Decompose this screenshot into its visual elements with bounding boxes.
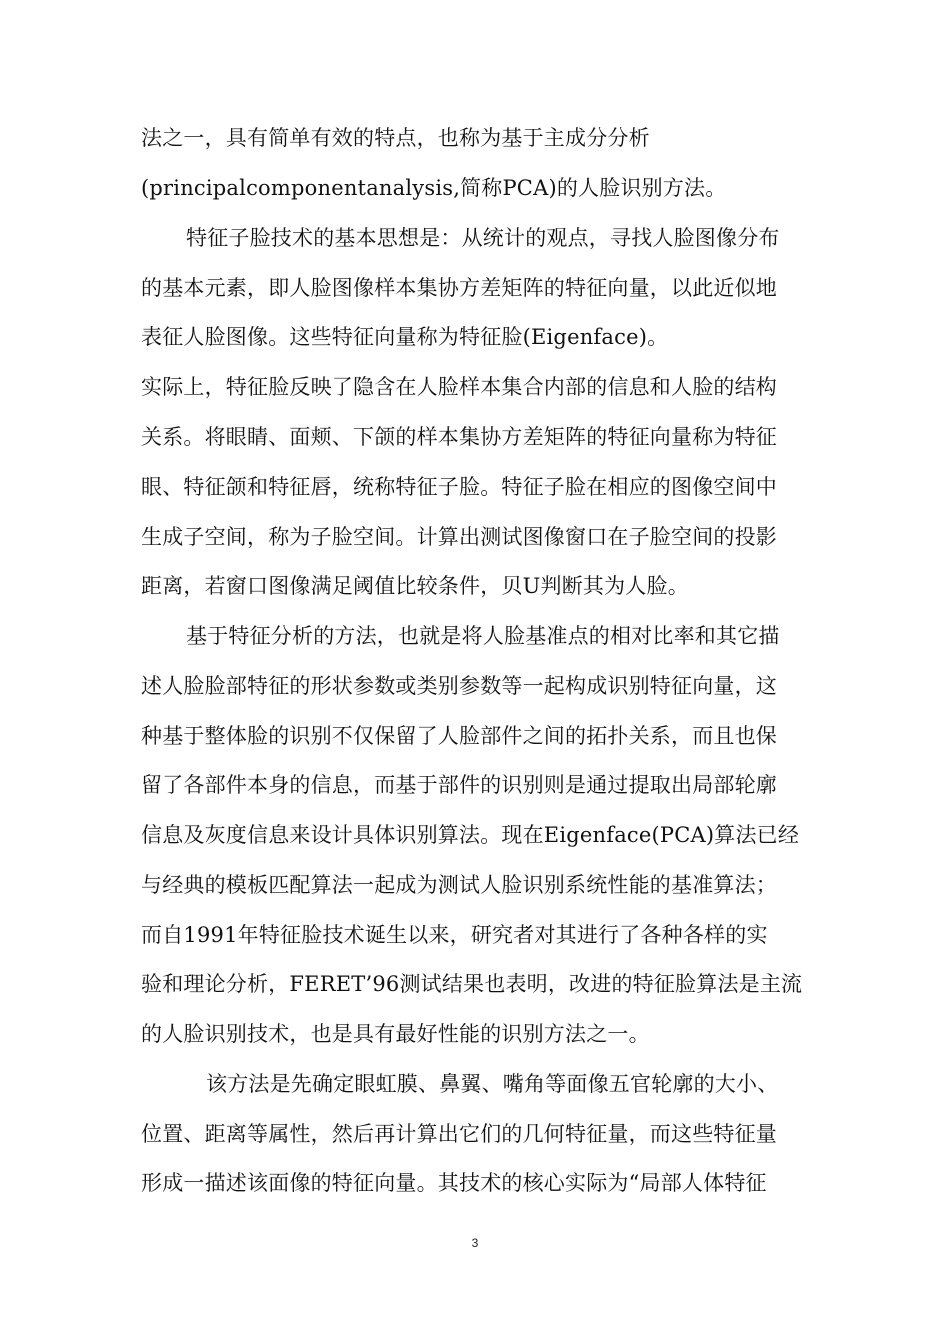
page-number: 3 [471, 1236, 479, 1250]
paragraph-first-line: 该方法是先确定眼虹膜、鼻翼、嘴角等面像五官轮廓的大小、 [206, 1072, 779, 1096]
text-line: 距离，若窗口图像满足阈值比较条件，贝U判断其为人脸。 [141, 574, 689, 598]
text-line: 与经典的模板匹配算法一起成为测试人脸识别系统性能的基准算法； [141, 873, 777, 897]
paragraph-first-line: 基于特征分析的方法，也就是将人脸基准点的相对比率和其它描 [186, 624, 780, 648]
text-line: 种基于整体脸的识别不仅保留了人脸部件之间的拓扑关系，而且也保 [141, 724, 777, 748]
text-line: 而自1991年特征脸技术诞生以来，研究者对其进行了各种各样的实 [141, 923, 768, 947]
text-line: 的人脸识别技术，也是具有最好性能的识别方法之一。 [141, 1022, 650, 1046]
paragraph-first-line: 特征子脸技术的基本思想是：从统计的观点，寻找人脸图像分布 [186, 226, 780, 250]
text-line: 验和理论分析，FERET’96测试结果也表明，改进的特征脸算法是主流 [141, 972, 803, 996]
text-line: 信息及灰度信息来设计具体识别算法。现在Eigenface(PCA)算法已经 [141, 823, 800, 847]
text-line: 法之一，具有简单有效的特点，也称为基于主成分分析 [141, 126, 650, 150]
text-line: (principalcomponentanalysis,简称PCA)的人脸识别方法。 [141, 176, 727, 200]
text-line: 述人脸脸部特征的形状参数或类别参数等一起构成识别特征向量，这 [141, 674, 777, 698]
text-line: 位置、距离等属性，然后再计算出它们的几何特征量，而这些特征量 [141, 1122, 777, 1146]
text-line: 实际上，特征脸反映了隐含在人脸样本集合内部的信息和人脸的结构 [141, 375, 777, 399]
text-line: 留了各部件本身的信息，而基于部件的识别则是通过提取出局部轮廓 [141, 773, 777, 797]
text-line: 表征人脸图像。这些特征向量称为特征脸(Eigenface)。 [141, 325, 669, 349]
text-line: 的基本元素，即人脸图像样本集协方差矩阵的特征向量，以此近似地 [141, 276, 777, 300]
text-line: 眼、特征颌和特征唇，统称特征子脸。特征子脸在相应的图像空间中 [141, 475, 777, 499]
text-line: 生成子空间，称为子脸空间。计算出测试图像窗口在子脸空间的投影 [141, 525, 777, 549]
text-line: 关系。将眼睛、面颊、下颌的样本集协方差矩阵的特征向量称为特征 [141, 425, 777, 449]
text-line: 形成一描述该面像的特征向量。其技术的核心实际为“局部人体特征 [141, 1171, 767, 1195]
